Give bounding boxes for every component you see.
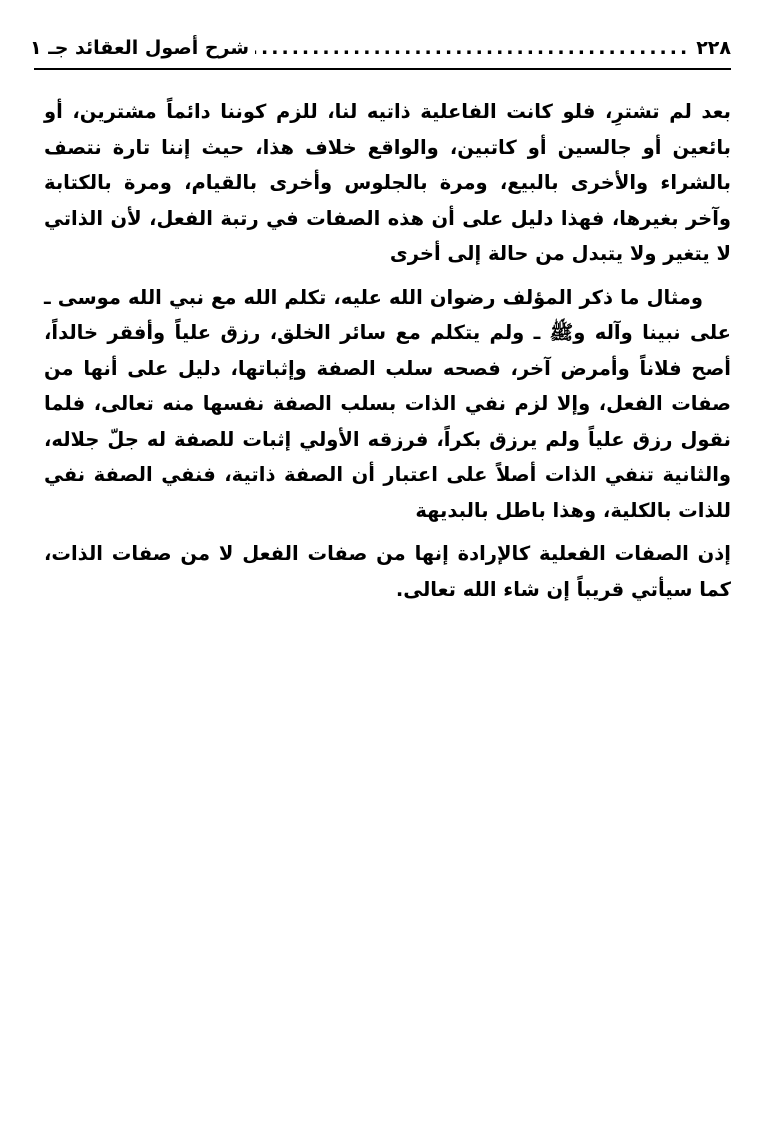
paragraph-1: بعد لم تشترِ، فلو كانت الفاعلية ذاتيه لنا، للزم كوننا دائماً مشترين، أو بائعين أو جالسين أو كاتبين، والواقع خلاف هذا، حيث إننا تارة نتصف بالشراء والأخرى بالبيع، ومرة بالجلوس وأخرى بالقيام، ومرة بالكتابة وآخر بغيرها، فهذا دليل على أن هذه الصفات في رتبة الفعل، لأن الذاتي لا يتغير ولا يتبدل من حالة إلى أخرى — [44, 100, 731, 265]
header-rule — [34, 68, 731, 70]
paragraph-2: ومثال ما ذكر المؤلف رضوان الله عليه، تكلم الله مع نبي الله موسى ـ على نبينا وآله وﷺ ـ ولم يتكلم مع سائر الخلق، رزق علياً وأفقر خالداً، أصح فلاناً وأمرض آخر، فصحه سلب الصفة وإثباتها، دليل على أنها من صفات الفعل، وإلا لزم نفي الذات بسلب الصفة نفسها منه تعالى، فلما نقول رزق علياً ولم يرزق بكراً، فرزقه الأولي إثبات للصفة له جلّ جلاله، والثانية تنفي الذات أصلاً على اعتبار أن الصفة ذاتية، فنفي الصفة نفي للذات بالكلية، وهذا باطل بالبديهة — [44, 285, 731, 522]
paragraph-3: إذن الصفات الفعلية كالإرادة إنها من صفات الفعل لا من صفات الذات، كما سيأتي قريباً إن شاء الله تعالى. — [44, 542, 731, 601]
page-body — [44, 94, 731, 615]
header-leader-dots — [255, 34, 690, 62]
page-number: ٢٢٨ — [696, 37, 731, 59]
running-header — [30, 34, 731, 62]
running-title: شرح أصول العقائد جـ ١ — [30, 37, 250, 59]
